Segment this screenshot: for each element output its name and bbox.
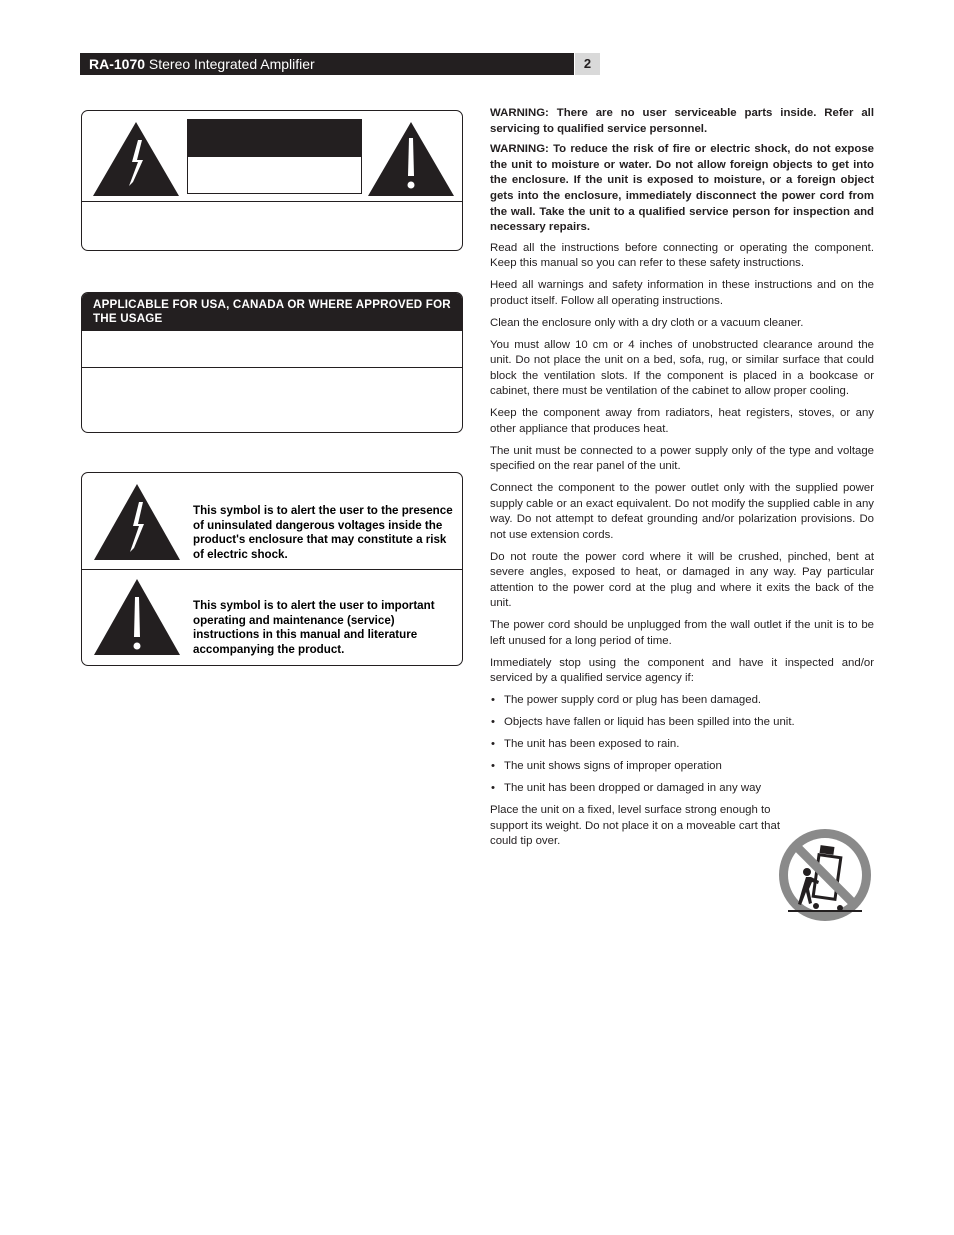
safety-instructions xyxy=(490,106,874,856)
cart-tipover-warning-icon xyxy=(776,826,874,924)
list-item: • Objects have fallen or liquid has been spilled into the unit. xyxy=(490,715,874,731)
page-number: 2 xyxy=(575,53,600,75)
list-item: • The unit shows signs of improper operation xyxy=(490,759,874,775)
header-title-bar xyxy=(80,53,574,75)
attention-symbol-description: This symbol is to alert the user to important operating and maintenance (service) instructions in this manual and literature accompanying the product. xyxy=(193,599,435,656)
symbol-explanation-panel xyxy=(81,472,463,666)
instruction-paragraph: Keep the component away from radiators, heat registers, stoves, or any other appliance that produces heat. xyxy=(490,407,874,435)
instruction-paragraph: Heed all warnings and safety information in these instructions and on the product itself. Follow all operating instructions. xyxy=(490,279,874,307)
shock-symbol-description: This symbol is to alert the user to the presence of uninsulated dangerous voltages inside the product's enclosure that may constitute a risk of electric shock. xyxy=(193,504,453,561)
caution-divider xyxy=(82,201,462,202)
instruction-paragraph: The unit must be connected to a power supply only of the type and voltage specified on the rear panel of the unit. xyxy=(490,444,874,473)
warning-no-serviceable-parts: WARNING: There are no user serviceable parts inside. Refer all servicing to qualified service personnel. xyxy=(490,107,874,135)
instruction-paragraph: Do not route the power cord where it will be crushed, pinched, bent at severe angles, exposed to heat, or damaged in any way. Pay particular attention to the power cord at the plug and where it exits the back of the unit. xyxy=(490,550,874,610)
instruction-paragraph: Place the unit on a fixed, level surface strong enough to support its weight. Do not place it on a moveable cart that could tip over. xyxy=(490,804,780,848)
list-item: • The unit has been dropped or damaged in any way xyxy=(490,781,874,797)
exclamation-warning-icon xyxy=(366,120,456,198)
caution-panel xyxy=(81,110,463,251)
instruction-paragraph: You must allow 10 cm or 4 inches of unobstructed clearance around the unit. Do not place the unit on a bed, sofa, rug, or similar surface that could block the ventilation slots. If the component is placed in a bookcase or cabinet, there must be ventilation of the cabinet to allow proper cooling. xyxy=(490,338,874,398)
usa-notice-divider xyxy=(82,367,462,368)
list-item: • The unit has been exposed to rain. xyxy=(490,737,874,753)
lightning-warning-icon xyxy=(91,120,181,198)
page-header xyxy=(80,53,600,75)
instruction-paragraph: Clean the enclosure only with a dry cloth or a vacuum cleaner. xyxy=(490,316,804,329)
product-title: Stereo Integrated Amplifier xyxy=(148,56,315,72)
list-item: • The power supply cord or plug has been damaged. xyxy=(490,693,874,709)
instruction-paragraph: The power cord should be unplugged from the wall outlet if the unit is to be left unused for a long period of time. xyxy=(490,619,874,647)
instruction-paragraph: Read all the instructions before connecting or operating the component. Keep this manual so you can refer to these safety instructions. xyxy=(490,241,874,270)
caution-label xyxy=(187,119,362,194)
inspection-conditions-list xyxy=(490,693,874,797)
model-name: RA-1070 xyxy=(89,56,146,72)
lightning-symbol-icon xyxy=(92,482,182,562)
caution-label-band xyxy=(188,120,361,157)
usa-notice-panel xyxy=(81,292,463,433)
usa-notice-heading: APPLICABLE FOR USA, CANADA OR WHERE APPROVED FOR THE USAGE xyxy=(82,293,462,331)
instruction-paragraph: Immediately stop using the component and have it inspected and/or serviced by a qualified service agency if: xyxy=(490,656,874,685)
exclamation-symbol-icon xyxy=(92,577,182,657)
instruction-paragraph: Connect the component to the power outlet only with the supplied power supply cable or an exact equivalent. Do not modify the supplied cable in any way. Do not attempt to defeat grounding and/or polarization provisions. Do not use extension cords. xyxy=(490,482,874,541)
warning-fire-shock: WARNING: To reduce the risk of fire or electric shock, do not expose the unit to moisture or water. Do not allow foreign objects to get into the enclosure. If the unit is exposed to moisture, or a foreign object gets into the enclosure, immediately disconnect the power cord from the wall. Take the unit to a qualified service person for inspection and necessary repairs. xyxy=(490,143,874,234)
symbol-divider xyxy=(82,569,462,570)
